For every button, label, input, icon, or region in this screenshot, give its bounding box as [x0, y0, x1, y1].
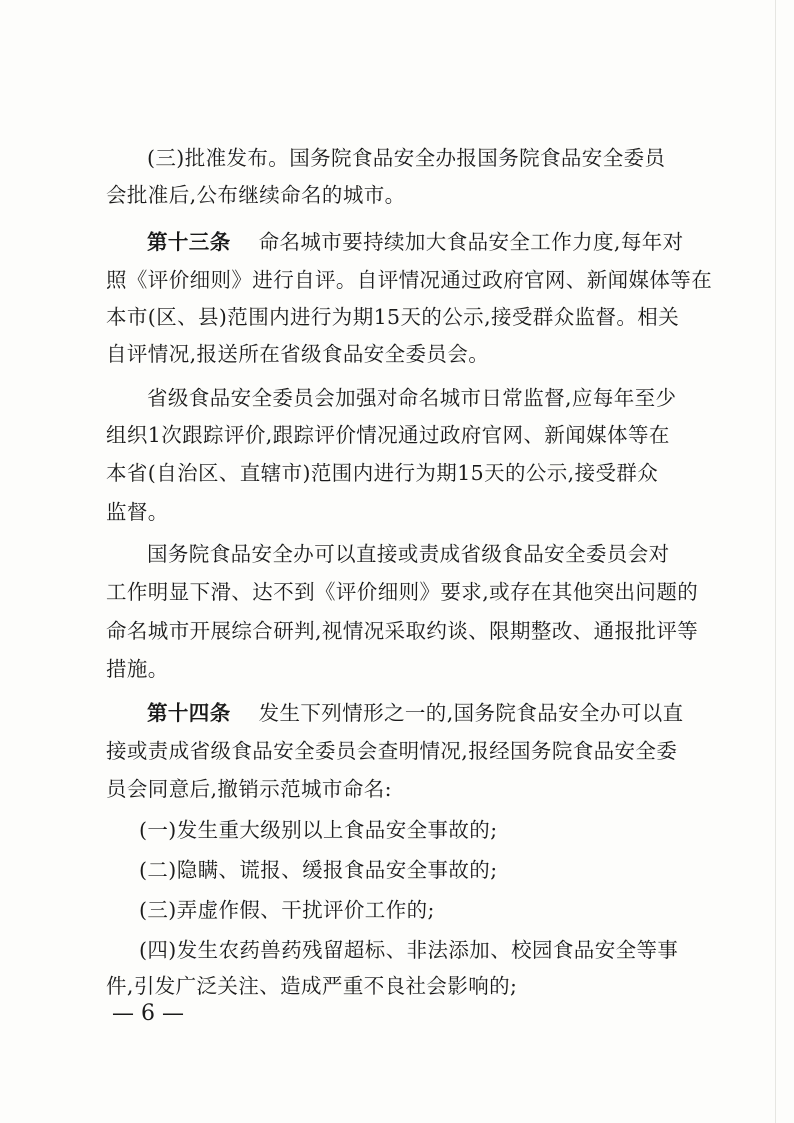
article-13-heading: 第十三条	[147, 230, 231, 254]
text-line: 会批准后,公布继续命名的城市。	[106, 183, 406, 207]
text-line: 国务院食品安全办可以直接或责成省级食品安全委员会对	[147, 542, 670, 566]
text-line: 接或责成省级食品安全委员会查明情况,报经国务院食品安全委	[106, 739, 678, 763]
list-item: (一)发生重大级别以上食品安全事故的;	[139, 818, 498, 842]
page-number: — 6 —	[112, 1001, 184, 1026]
list-item: (四)发生农药兽药残留超标、非法添加、校园食品安全等事	[139, 938, 679, 962]
text-line: 件,引发广泛关注、造成严重不良社会影响的;	[106, 974, 518, 998]
article-14-text: 发生下列情形之一的,国务院食品安全办可以直	[258, 701, 684, 725]
list-item: (二)隐瞒、谎报、缓报食品安全事故的;	[139, 858, 498, 882]
text-line: 组织1次跟踪评价,跟踪评价情况通过政府官网、新闻媒体等在	[106, 423, 670, 447]
article-14-heading: 第十四条	[147, 701, 231, 725]
article-13-text: 命名城市要持续加大食品安全工作力度,每年对	[258, 230, 684, 254]
text-line: 监督。	[106, 500, 169, 524]
page-edge-divider	[775, 0, 776, 1123]
text-line: 省级食品安全委员会加强对命名城市日常监督,应每年至少	[147, 386, 677, 410]
text-line: 命名城市开展综合研判,视情况采取约谈、限期整改、通报批评等	[106, 619, 699, 643]
text-line: 自评情况,报送所在省级食品安全委员会。	[106, 342, 490, 366]
text-line: 工作明显下滑、达不到《评价细则》要求,或存在其他突出问题的	[106, 580, 699, 604]
text-line: (三)批准发布。国务院食品安全办报国务院食品安全委员	[147, 146, 666, 170]
text-line: 本省(自治区、直辖市)范围内进行为期15天的公示,接受群众	[106, 461, 659, 485]
list-item: (三)弄虚作假、干扰评价工作的;	[139, 898, 435, 922]
article-13-line	[147, 228, 684, 256]
text-line: 措施。	[106, 657, 169, 681]
text-line: 员会同意后,撤销示范城市命名:	[106, 777, 392, 801]
text-line: 照《评价细则》进行自评。自评情况通过政府官网、新闻媒体等在	[106, 268, 713, 292]
article-14-line	[147, 699, 684, 727]
text-line: 本市(区、县)范围内进行为期15天的公示,接受群众监督。相关	[106, 305, 680, 329]
